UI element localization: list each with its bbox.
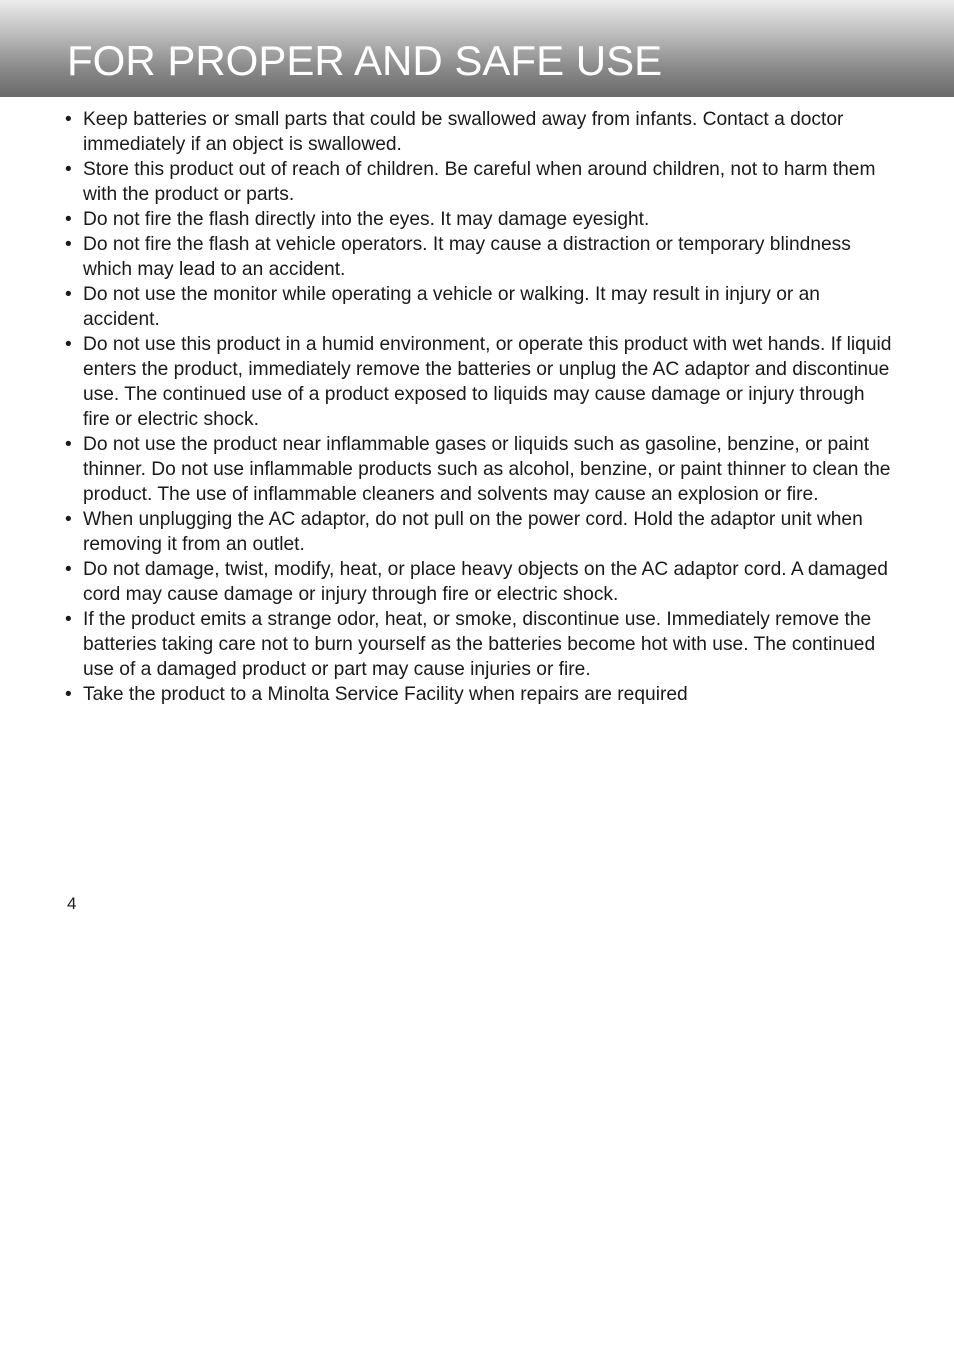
bullet: •	[65, 684, 72, 705]
safety-item-text: Do not damage, twist, modify, heat, or place heavy objects on the AC adaptor cord. A damaged cord may cause damage or injury through fire or electric shock.	[83, 559, 888, 605]
bullet: •	[65, 109, 72, 130]
bullet: •	[65, 234, 72, 255]
bullet: •	[65, 284, 72, 305]
list-item	[62, 107, 892, 157]
list-item	[62, 232, 892, 282]
bullet: •	[65, 509, 72, 530]
list-item	[62, 157, 892, 207]
safety-item-text: When unplugging the AC adaptor, do not pull on the power cord. Hold the adaptor unit when removing it from an outlet.	[83, 509, 863, 555]
bullet: •	[65, 159, 72, 180]
bullet: •	[65, 334, 72, 355]
safety-item-text: Keep batteries or small parts that could be swallowed away from infants. Contact a doctor immediately if an object is swallowed.	[83, 109, 844, 155]
list-item	[62, 607, 892, 682]
safety-item-text: Do not fire the flash at vehicle operators. It may cause a distraction or temporary blindness which may lead to an accident.	[83, 234, 851, 280]
page-number: 4	[67, 894, 77, 913]
list-item	[62, 507, 892, 557]
safety-item-text: Do not fire the flash directly into the eyes. It may damage eyesight.	[83, 209, 650, 230]
bullet: •	[65, 559, 72, 580]
bullet: •	[65, 434, 72, 455]
bullet: •	[65, 209, 72, 230]
safety-item-text: Store this product out of reach of children. Be careful when around children, not to harm them with the product or parts.	[83, 159, 876, 205]
safety-item-text: Do not use this product in a humid environment, or operate this product with wet hands. If liquid enters the product, immediately remove the batteries or unplug the AC adaptor and discontinue use. The continued use of a product exposed to liquids may cause damage or injury through fire or electric shock.	[83, 334, 892, 430]
list-item	[62, 557, 892, 607]
list-item	[62, 282, 892, 332]
list-item	[62, 207, 892, 232]
safety-item-text: If the product emits a strange odor, heat, or smoke, discontinue use. Immediately remove the batteries taking care not to burn yourself as the batteries become hot with use. The continued use of a damaged product or part may cause injuries or fire.	[83, 609, 876, 680]
list-item	[62, 432, 892, 507]
safety-list	[62, 107, 892, 707]
bullet: •	[65, 609, 72, 630]
page-title: FOR PROPER AND SAFE USE	[67, 37, 663, 84]
safety-item-text: Do not use the product near inflammable gases or liquids such as gasoline, benzine, or paint thinner. Do not use inflammable products such as alcohol, benzine, or paint thinner to clean the product. The use of inflammable cleaners and solvents may cause an explosion or fire.	[83, 434, 891, 505]
header-bar	[0, 0, 954, 97]
safety-item-text: Do not use the monitor while operating a vehicle or walking. It may result in injury or an accident.	[83, 284, 820, 330]
safety-item-text: Take the product to a Minolta Service Facility when repairs are required	[83, 684, 688, 705]
list-item	[62, 332, 892, 432]
list-item	[62, 682, 892, 707]
